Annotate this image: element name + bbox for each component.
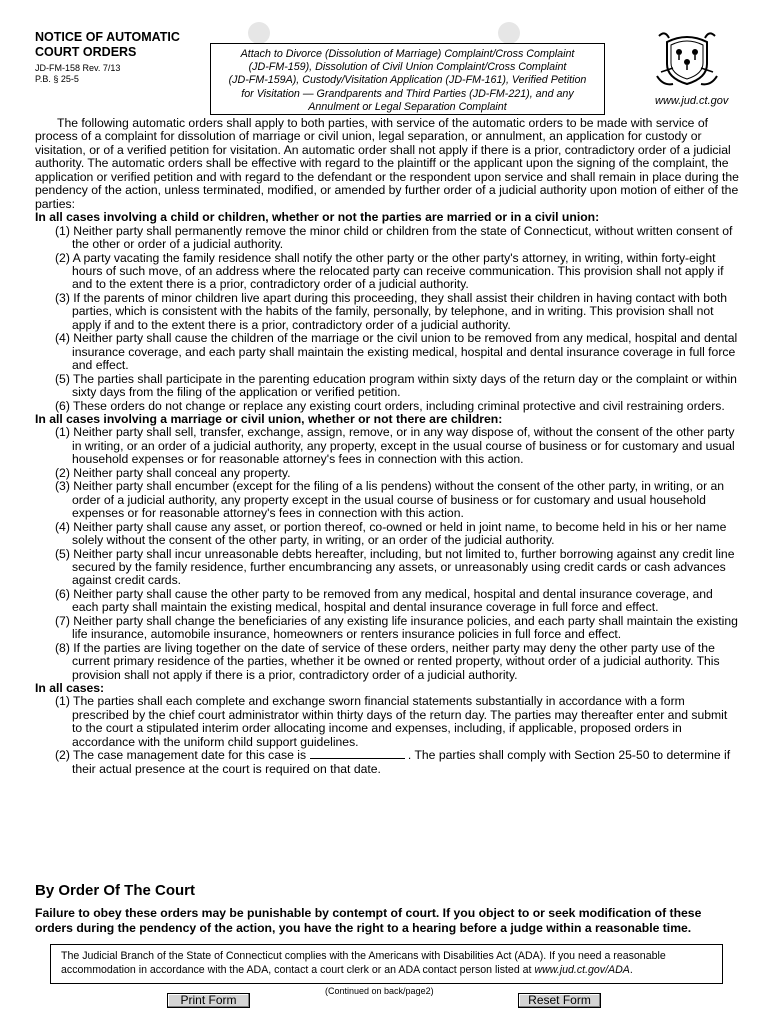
order-item: (1) The parties shall each complete and exchange sworn financial statements substantially in accordance with a form prescribed by the chief court administrator within thirty days of the return day. The parties may thereafter enter and submit to the court a stipulated interim order allocating income and expenses, including, if applicable, proposed orders in accordance with the uniform child support guidelines.: [55, 694, 728, 749]
order-item: (7) Neither party shall change the beneficiaries of any existing life insurance policies, and each party shall maintain the existing life insurance, automobile insurance, homeowners or renters insurance policies in full force and effect.: [55, 613, 738, 642]
case-mgmt-text-before: (2) The case management date for this case is: [55, 748, 307, 763]
decorative-circle: [498, 22, 520, 44]
order-item: (8) If the parties are living together on the date of service of these orders, neither party may deny the other party use of the current primary residence of the parties, whether it be owned or rented property, without order of a judicial authority. This provision shall not apply if there is a prior, contradictory order of a judicial authority.: [55, 640, 720, 682]
by-order-heading: By Order Of The Court: [35, 882, 196, 899]
orders-body: [35, 117, 740, 776]
reset-form-button[interactable]: Reset Form: [518, 993, 601, 1008]
form-title-line2: COURT ORDERS: [35, 45, 137, 59]
form-title: [35, 30, 195, 60]
case-management-item: [35, 749, 740, 776]
order-item: (6) These orders do not change or replace any existing court orders, including criminal protective and civil restraining orders.: [55, 398, 725, 413]
attach-line: (JD-FM-159), Dissolution of Civil Union Complaint/Cross Complaint: [248, 61, 567, 74]
attach-instructions-box: [210, 43, 605, 115]
order-item: (4) Neither party shall cause the children of the marriage or the civil union to be removed from any medical, hospital and dental insurance coverage, and each party shall maintain the existing medical, hospital and dental insurance coverage in full force and effect.: [55, 331, 738, 373]
order-item: (6) Neither party shall cause the other party to be removed from any medical, hospital and dental insurance coverage, and each party shall maintain the existing medical, hospital and dental insurance coverage in full force and effect.: [55, 586, 713, 615]
order-item: (3) If the parents of minor children live apart during this proceeding, they shall assist their children in having contact with both parties, which is consistent with the habits of the family, personally, by telephone, and in writing. This provision shall not apply if and to the extent there is a prior, contradictory order of a judicial authority.: [55, 290, 728, 332]
ada-notice-box: [50, 944, 723, 984]
ada-end: .: [629, 964, 633, 976]
practice-book-ref: P.B. § 25-5: [35, 74, 79, 84]
order-item: (5) The parties shall participate in the parenting education program within sixty days of the return day or the complaint or within sixty days from the filing of the application or verified petition.: [55, 371, 737, 400]
decorative-circle: [248, 22, 270, 44]
continued-note: (Continued on back/page2): [325, 986, 434, 996]
ada-link[interactable]: www.jud.ct.gov/ADA: [534, 964, 630, 976]
intro-paragraph: The following automatic orders shall apply to both parties, with service of the automatic orders to be made with service of process of a complaint for dissolution of marriage or civil union, legal separation, or annulment, an application for custody or visitation, or of a verified petition for visitation. An automatic order shall not apply if there is a prior, contradictory order of a judicial authority. The automatic orders shall be effective with regard to the plaintiff or the applicant upon the signing of the complaint, the application or verified petition and with regard to the defendant or the respondent upon service and shall remain in place during the pendency of the action, unless terminated, modified, or amended by further order of a judicial authority upon motion of either of the parties:: [35, 116, 739, 211]
form-number: JD-FM-158 Rev. 7/13: [35, 63, 121, 73]
order-item: (1) Neither party shall sell, transfer, exchange, assign, remove, or in any way dispose of, without the consent of the other party in writing, or an order of a judicial authority, any property, except in the usual course of business or for customary and usual household expenses or for reasonable attorney's fees in connection with this action.: [55, 425, 735, 467]
form-title-line1: NOTICE OF AUTOMATIC: [35, 30, 180, 44]
attach-line: (JD-FM-159A), Custody/Visitation Application (JD-FM-161), Verified Petition: [228, 74, 587, 87]
order-item: (2) Neither party shall conceal any property.: [55, 465, 291, 480]
order-item: (5) Neither party shall incur unreasonable debts hereafter, including, but not limited to, further borrowing against any credit line secured by the family residence, further encumbrancing any assets, or unreasonably using credit cards or cash advances against credit cards.: [55, 546, 735, 588]
case-mgmt-text-after: . The parties shall comply with Section 25-50 to determine if their actual presence at the court is required on that date.: [72, 748, 731, 776]
order-item: (2) A party vacating the family residence shall notify the other party or the other party's attorney, in writing, within forty-eight hours of such move, of an address where the relocated party can receive communication. This provision shall not apply if and to the extent there is a prior, contradictory order of a judicial authority.: [55, 250, 724, 292]
order-item: (4) Neither party shall cause any asset, or portion thereof, co-owned or held in joint name, to become held in his or her name solely without the consent of the other party, in writing, or an order of the judicial authority.: [55, 519, 727, 548]
contempt-warning: Failure to obey these orders may be punishable by contempt of court. If you object to or seek modification of these orders during the pendency of the action, you have the right to a hearing before a judge within a reasonable time.: [35, 906, 702, 935]
form-header: [35, 30, 740, 118]
ada-text: The Judicial Branch of the State of Connecticut complies with the Americans with Disabilities Act (ADA). If you need a reasonable accommodation in accordance with the ADA, contact a court clerk or an ADA contact person listed at: [61, 950, 666, 976]
website-url: www.jud.ct.gov: [655, 95, 729, 107]
attach-line: for Visitation — Grandparents and Third Parties (JD-FM-221), and any: [241, 87, 574, 100]
section-heading: In all cases involving a child or children, whether or not the parties are married or in a civil union:: [35, 210, 600, 225]
print-form-button[interactable]: Print Form: [167, 993, 250, 1008]
attach-line: Annulment or Legal Separation Complaint: [308, 100, 507, 113]
order-item: (1) Neither party shall permanently remove the minor child or children from the state of Connecticut, without written consent of the other or order of a judicial authority.: [55, 223, 733, 252]
state-seal-icon: [655, 28, 719, 90]
section-heading: In all cases involving a marriage or civil union, whether or not there are children:: [35, 411, 503, 426]
section-heading: In all cases:: [35, 681, 105, 696]
case-management-date-field[interactable]: [310, 749, 405, 759]
order-item: (3) Neither party shall encumber (except for the filing of a lis pendens) without the consent of the other party, in writing, or an order of a judicial authority, any property except in the usual course of business or for customary and usual household expenses or for reasonable attorney's fees in connection with this action.: [55, 479, 725, 521]
form-number-block: [35, 63, 120, 85]
attach-line: Attach to Divorce (Dissolution of Marriage) Complaint/Cross Complaint: [240, 48, 575, 60]
